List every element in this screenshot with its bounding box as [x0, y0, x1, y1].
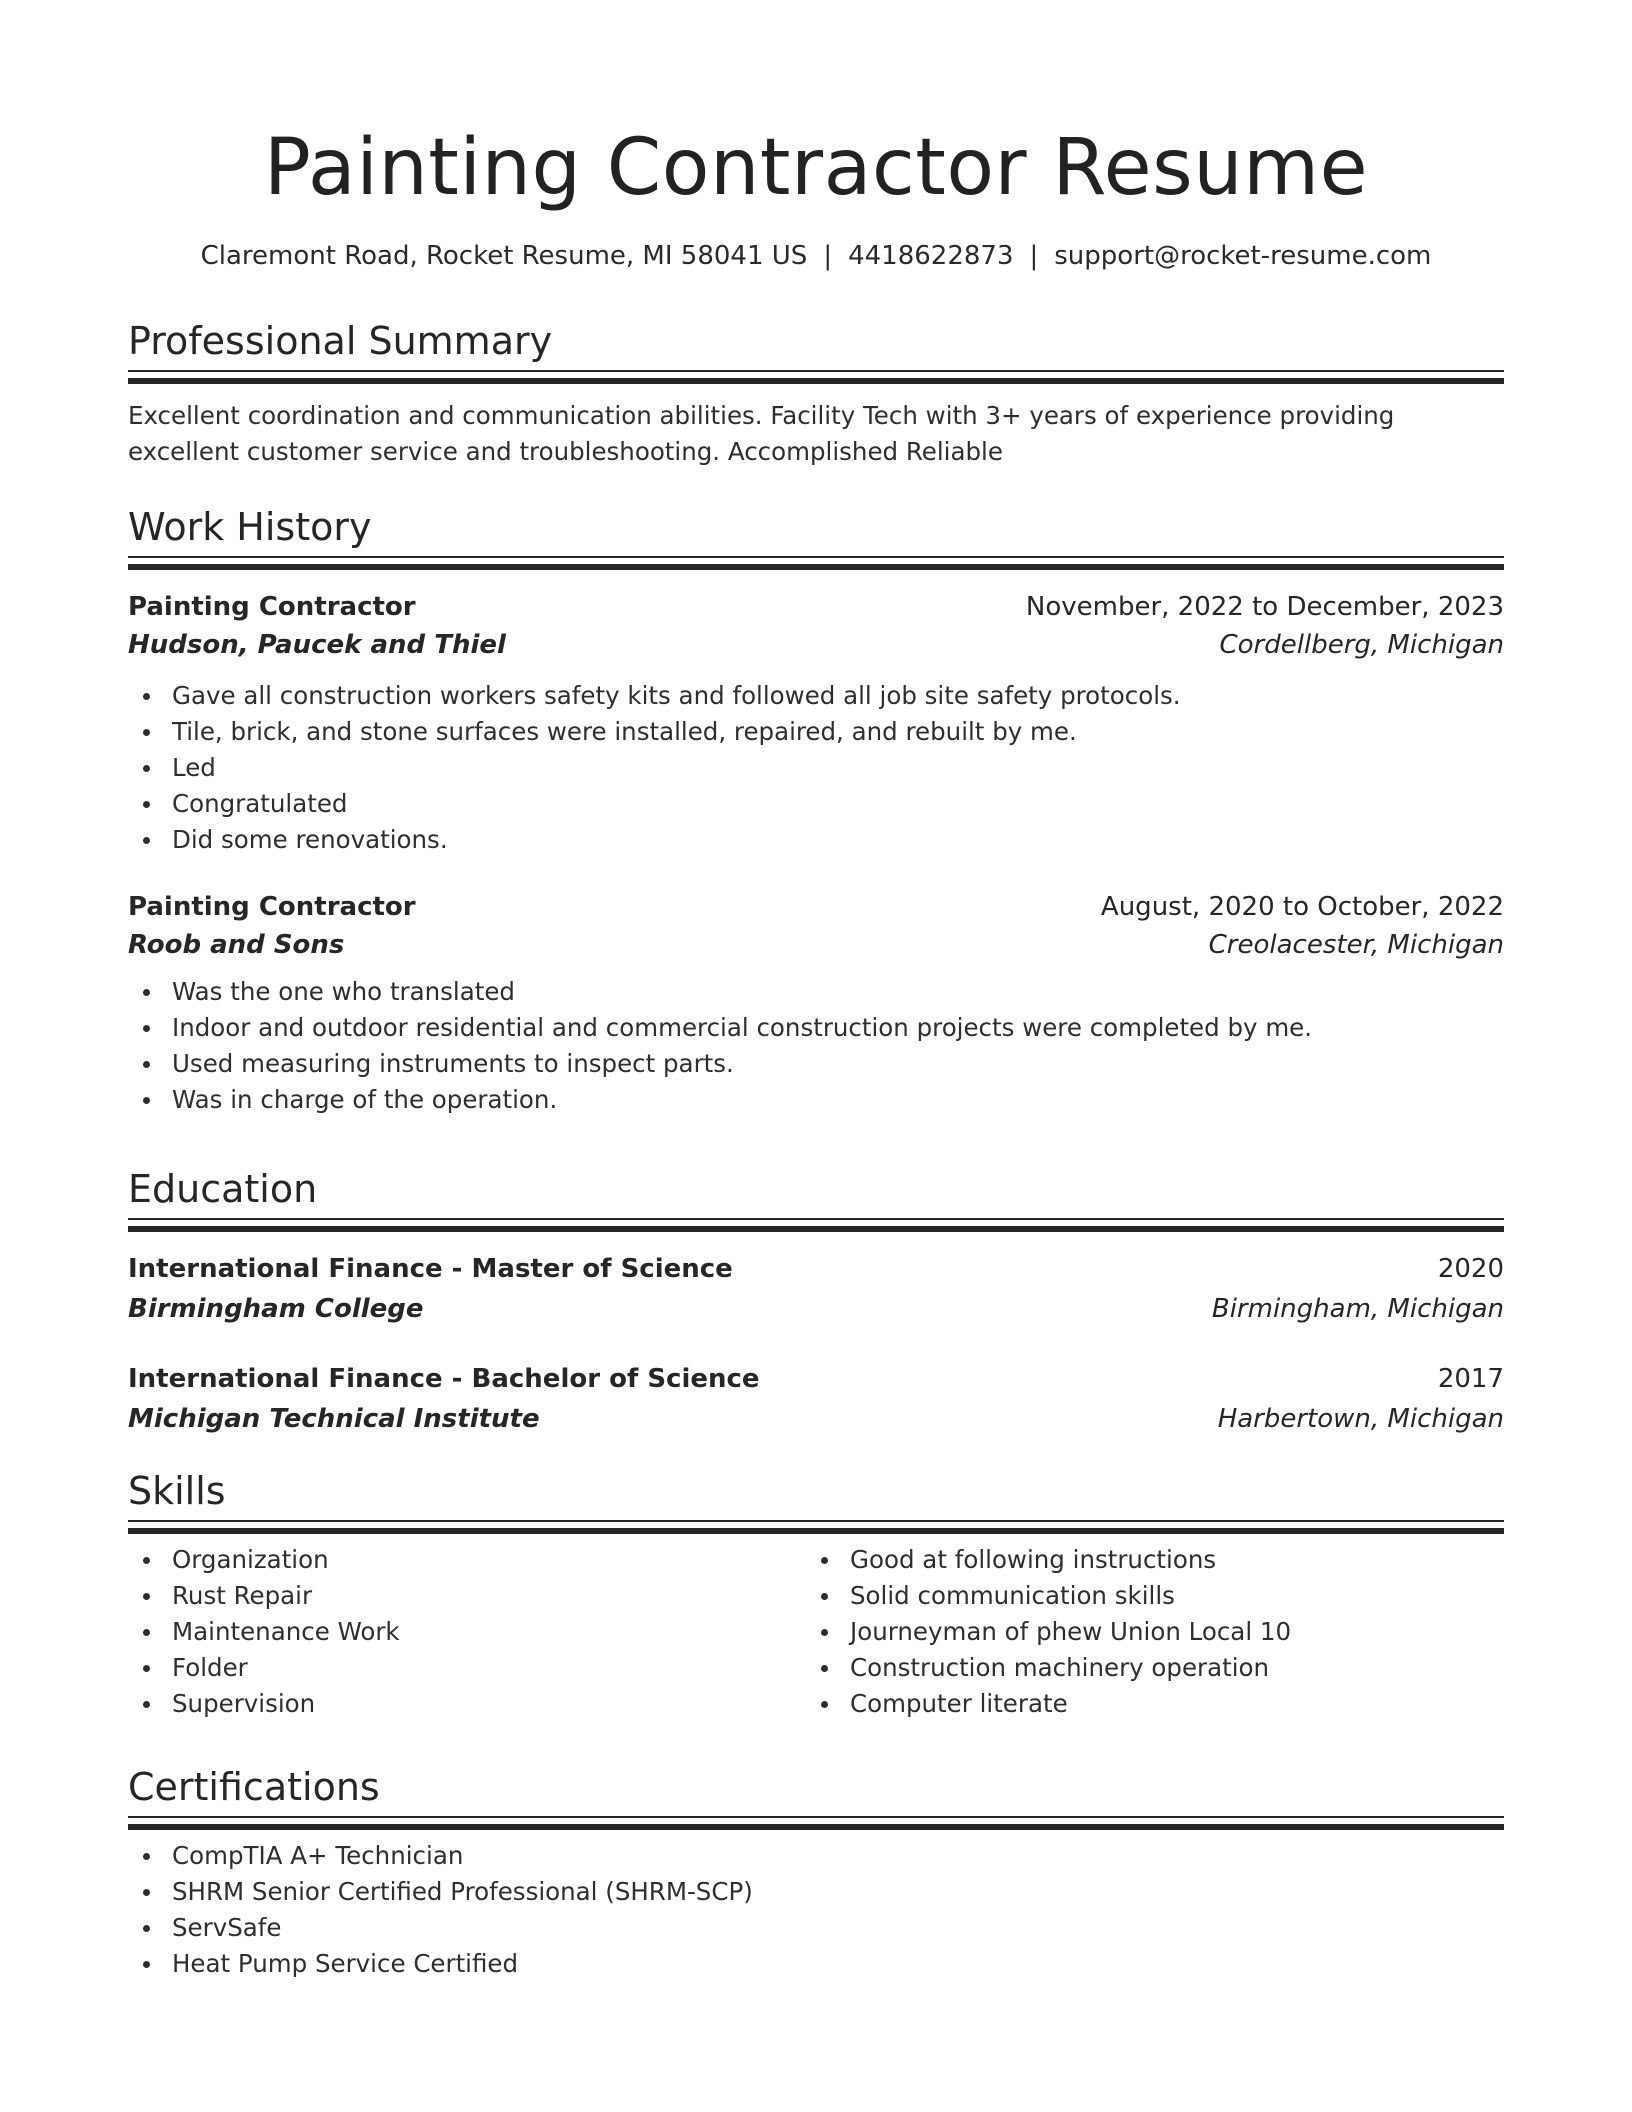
certifications-section	[128, 1762, 1504, 1982]
summary-heading: Professional Summary	[128, 319, 553, 363]
summary-section	[128, 316, 1504, 470]
list-item: Good at following instructions	[806, 1542, 1486, 1578]
school-location: Harbertown, Michigan	[1217, 1404, 1504, 1434]
list-item: ServSafe	[128, 1910, 1504, 1946]
list-item: Solid communication skills	[806, 1578, 1486, 1614]
list-item: Was the one who translated	[128, 974, 1504, 1010]
skills-section	[128, 1466, 1504, 1722]
work-history-section	[128, 502, 1504, 1118]
list-item: Heat Pump Service Certified	[128, 1946, 1504, 1982]
list-item: Did some renovations.	[128, 822, 1504, 858]
school-name: Michigan Technical Institute	[128, 1404, 540, 1434]
school-name: Birmingham College	[128, 1294, 424, 1324]
list-item: Journeyman of phew Union Local 10	[806, 1614, 1486, 1650]
education-entry	[128, 1360, 1504, 1440]
list-item: Computer literate	[806, 1686, 1486, 1722]
list-item: Folder	[128, 1650, 808, 1686]
job-entry	[128, 888, 1504, 1118]
job-dates: August, 2020 to October, 2022	[1100, 892, 1504, 922]
list-item: Maintenance Work	[128, 1614, 808, 1650]
degree: International Finance - Master of Science	[128, 1254, 733, 1284]
list-item: Gave all construction workers safety kits and followed all job site safety protocols.	[128, 678, 1504, 714]
list-item: Congratulated	[128, 786, 1504, 822]
skills-list-right	[806, 1542, 1486, 1722]
section-divider	[128, 370, 1504, 384]
job-entry	[128, 588, 1504, 858]
job-company: Roob and Sons	[128, 930, 345, 960]
job-duties-list	[128, 678, 1504, 858]
contact-email: support@rocket-resume.com	[1054, 241, 1432, 271]
summary-text: Excellent coordination and communication abilities. Facility Tech with 3+ years of experience providing excellent customer service and troubleshooting. Accomplished Reliable	[128, 401, 1395, 466]
job-company: Hudson, Paucek and Thiel	[128, 630, 506, 660]
skills-columns	[128, 1542, 1504, 1722]
list-item: Rust Repair	[128, 1578, 808, 1614]
page-title: Painting Contractor Resume	[263, 123, 1369, 213]
list-item: Supervision	[128, 1686, 808, 1722]
section-divider	[128, 556, 1504, 570]
list-item: Was in charge of the operation.	[128, 1082, 1504, 1118]
skills-heading: Skills	[128, 1469, 226, 1513]
graduation-year: 2017	[1437, 1364, 1504, 1394]
section-divider	[128, 1816, 1504, 1830]
contact-phone: 4418622873	[848, 241, 1014, 271]
list-item: Tile, brick, and stone surfaces were installed, repaired, and rebuilt by me.	[128, 714, 1504, 750]
contact-separator: |	[1029, 241, 1039, 271]
certifications-list	[128, 1838, 1504, 1982]
list-item: Led	[128, 750, 1504, 786]
job-duties-list	[128, 974, 1504, 1118]
skills-list-left	[128, 1542, 808, 1722]
job-title: Painting Contractor	[128, 892, 416, 922]
education-section	[128, 1164, 1504, 1440]
education-entry	[128, 1250, 1504, 1330]
list-item: Indoor and outdoor residential and commercial construction projects were completed by me.	[128, 1010, 1504, 1046]
job-location: Cordellberg, Michigan	[1219, 630, 1504, 660]
job-location: Creolacester, Michigan	[1208, 930, 1504, 960]
list-item: Organization	[128, 1542, 808, 1578]
graduation-year: 2020	[1437, 1254, 1504, 1284]
job-dates: November, 2022 to December, 2023	[1025, 592, 1504, 622]
school-location: Birmingham, Michigan	[1211, 1294, 1504, 1324]
contact-separator: |	[823, 241, 833, 271]
list-item: CompTIA A+ Technician	[128, 1838, 1504, 1874]
contact-address: Claremont Road, Rocket Resume, MI 58041 US	[200, 241, 808, 271]
section-divider	[128, 1520, 1504, 1534]
education-heading: Education	[128, 1167, 318, 1211]
list-item: Construction machinery operation	[806, 1650, 1486, 1686]
job-title: Painting Contractor	[128, 592, 416, 622]
degree: International Finance - Bachelor of Science	[128, 1364, 760, 1394]
certifications-heading: Certifications	[128, 1765, 380, 1809]
list-item: Used measuring instruments to inspect parts.	[128, 1046, 1504, 1082]
work-history-heading: Work History	[128, 505, 372, 549]
section-divider	[128, 1218, 1504, 1232]
list-item: SHRM Senior Certified Professional (SHRM-SCP)	[128, 1874, 1504, 1910]
contact-line	[128, 238, 1504, 274]
